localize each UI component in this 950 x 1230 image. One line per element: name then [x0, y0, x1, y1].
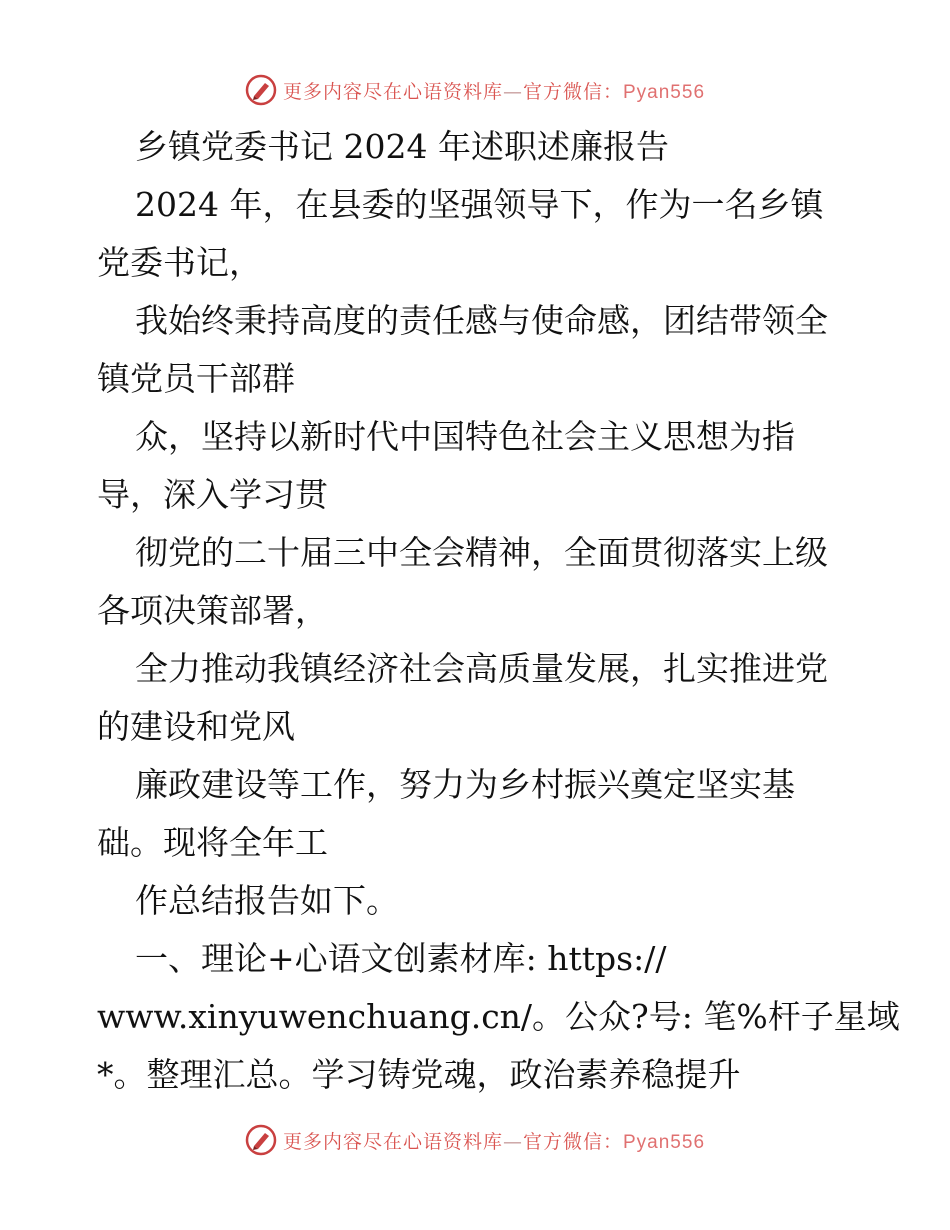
watermark-footer	[0, 1120, 950, 1160]
paragraph-line: 我始终秉持高度的责任感与使命感，团结带领全	[135, 301, 828, 340]
pen-logo-icon	[245, 1124, 277, 1156]
paragraph-line: 镇党员干部群	[97, 359, 295, 398]
document-title: 乡镇党委书记 2024 年述职述廉报告	[135, 127, 669, 166]
paragraph-line: 2024 年，在县委的坚强领导下，作为一名乡镇	[135, 185, 824, 224]
watermark-text: 更多内容尽在心语资料库—官方微信：Pyan556	[282, 1130, 706, 1153]
pen-logo-icon	[245, 74, 277, 106]
paragraph-line: 导，深入学习贯	[97, 475, 328, 514]
paragraph-line: 党委书记，	[97, 243, 262, 282]
paragraph-line: 全力推动我镇经济社会高质量发展，扎实推进党	[135, 649, 828, 688]
watermark-text: 更多内容尽在心语资料库—官方微信：Pyan556	[282, 80, 706, 103]
paragraph-line: 众，坚持以新时代中国特色社会主义思想为指	[135, 417, 795, 456]
section-heading-line: 一、理论+心语文创素材库: https://	[135, 939, 667, 978]
document-body	[97, 118, 900, 1104]
paragraph-line: *。整理汇总。学习铸党魂，政治素养稳提升	[97, 1055, 741, 1094]
paragraph-line: www.xinyuwenchuang.cn/。公众?号: 笔%杆子星域	[97, 997, 900, 1036]
paragraph-line: 廉政建设等工作，努力为乡村振兴奠定坚实基	[135, 765, 795, 804]
paragraph-line: 的建设和党风	[97, 707, 295, 746]
paragraph-line: 础。现将全年工	[97, 823, 328, 862]
paragraph-line: 彻党的二十届三中全会精神，全面贯彻落实上级	[135, 533, 828, 572]
watermark-header	[0, 70, 950, 110]
paragraph-line: 作总结报告如下。	[135, 881, 399, 920]
paragraph-line: 各项决策部署，	[97, 591, 328, 630]
